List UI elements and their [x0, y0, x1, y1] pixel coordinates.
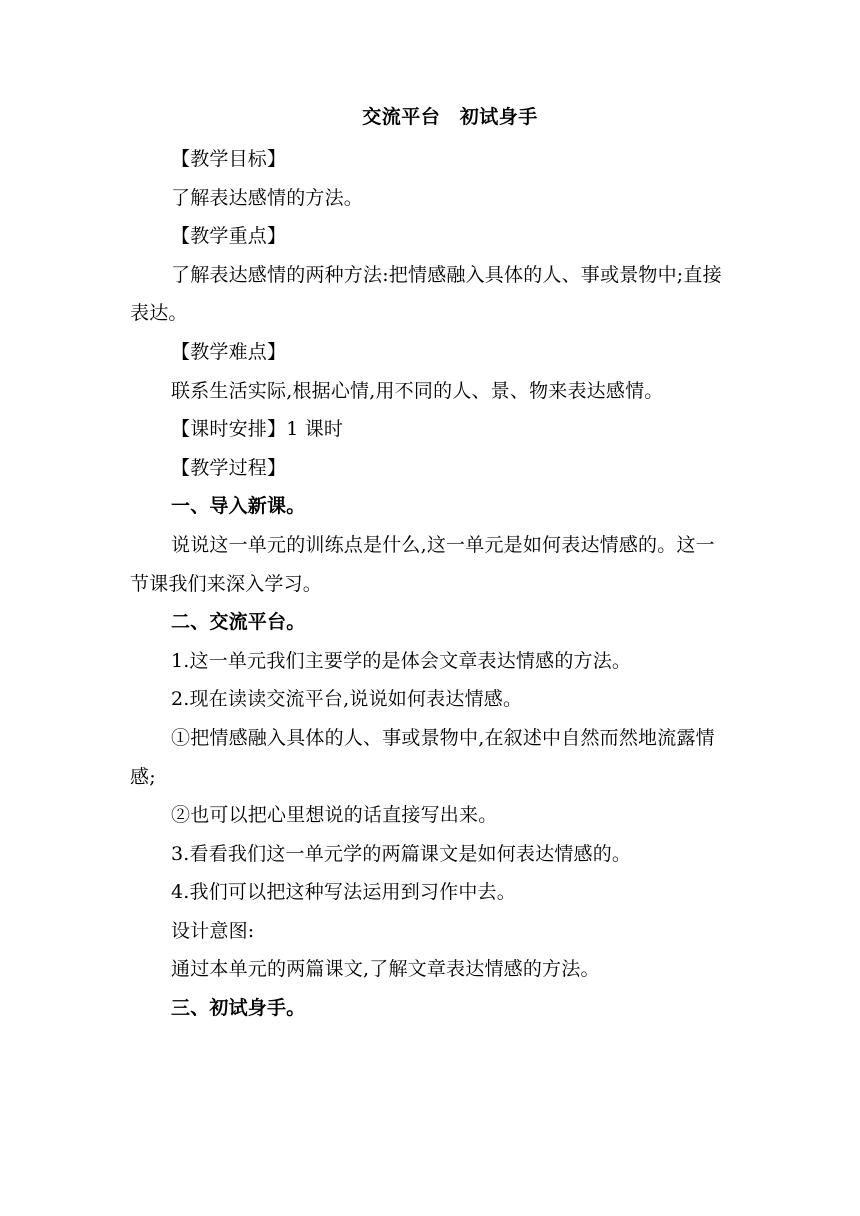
document-body	[130, 140, 730, 1028]
exchange-item-4: 4.我们可以把这种写法运用到习作中去。	[171, 881, 516, 904]
step-heading-intro: 一、导入新课。	[171, 495, 306, 518]
step-heading-exchange: 二、交流平台。	[171, 611, 306, 634]
intro-text: 说说这一单元的训练点是什么,这一单元是如何表达情感的。这一节课我们来深入学习。	[130, 533, 715, 595]
exchange-subitem-2: ②也可以把心里想说的话直接写出来。	[171, 804, 498, 827]
section-heading-process: 【教学过程】	[171, 456, 287, 479]
design-intent-text: 通过本单元的两篇课文,了解文章表达情感的方法。	[171, 958, 600, 981]
document-title: 交流平台 初试身手	[362, 106, 538, 128]
exchange-item-3: 3.看看我们这一单元学的两篇课文是如何表达情感的。	[171, 842, 632, 865]
difficulties-text: 联系生活实际,根据心情,用不同的人、景、物来表达感情。	[171, 379, 664, 402]
step-heading-practice: 三、初试身手。	[171, 997, 306, 1020]
objectives-text: 了解表达感情的方法。	[171, 186, 364, 209]
design-intent-label: 设计意图:	[171, 919, 255, 942]
schedule-text: 【课时安排】1 课时	[171, 418, 344, 441]
section-heading-key-points: 【教学重点】	[171, 225, 287, 248]
section-heading-objectives: 【教学目标】	[171, 148, 287, 170]
exchange-item-1: 1.这一单元我们主要学的是体会文章表达情感的方法。	[171, 649, 632, 672]
key-points-text: 了解表达感情的两种方法:把情感融入具体的人、事或景物中;直接表达。	[130, 263, 722, 325]
exchange-subitem-1: ①把情感融入具体的人、事或景物中,在叙述中自然而然地流露情感;	[130, 726, 715, 788]
section-heading-difficulties: 【教学难点】	[171, 340, 287, 363]
exchange-item-2: 2.现在读读交流平台,说说如何表达情感。	[171, 688, 523, 711]
